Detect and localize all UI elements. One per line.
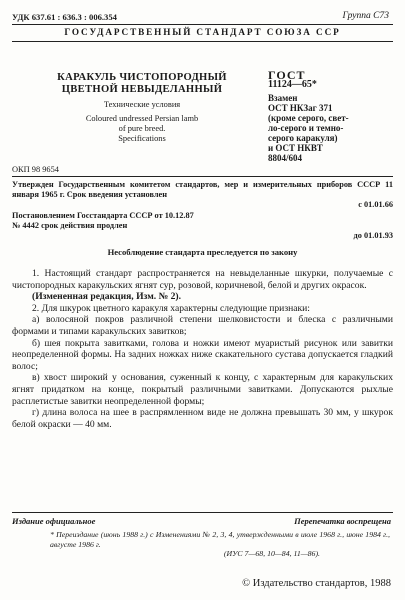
title-block xyxy=(42,72,242,144)
top-divider xyxy=(12,24,393,25)
replace-line: (кроме серого, свет- xyxy=(268,113,349,123)
ius-reference: (ИУС 7—68, 10—84, 11—86). xyxy=(223,549,320,558)
copyright: © Издательство стандартов, 1988 xyxy=(242,578,391,589)
approval-date: с 01.01.66 xyxy=(358,200,393,209)
reissue-text: * Переиздание (июнь 1988 г.) с Изменениями № 2, 3, 4, утвержденными в июле 1968 г., июне 1984 г., августе 1986 г. xyxy=(50,530,390,549)
legal-notice: Несоблюдение стандарта преследуется по закону xyxy=(107,247,298,257)
group-code: Группа С73 xyxy=(342,11,389,21)
replace-line: 8804/604 xyxy=(268,153,303,163)
gost-label: ГОСТ xyxy=(268,68,306,82)
paragraph: г) длина волоса на шее в распрямленном виде не должна превышать 30 мм, у шкурок белой окраски — 40 мм. xyxy=(12,407,393,430)
paragraph: в) хвост широкий у основания, суженный к концу, с характерным для каракульских ягнят придатком на конце, покрытый различными завитками. Допускаются рыхлые расплетистые завитки неопределенной формы; xyxy=(12,372,393,407)
title-en-line1: Coloured undressed Persian lamb xyxy=(85,114,199,123)
approval-text: Утвержден Государственным комитетом стандартов, мер и измерительных приборов СССР 11 января 1965 г. Срок введения установлен xyxy=(12,180,393,199)
udk-code: УДК 637.61 : 636.3 : 006.354 xyxy=(12,12,117,22)
reprint-prohibited: Перепечатка воспрещена xyxy=(294,516,391,526)
replace-line: серого каракуля) xyxy=(268,133,338,143)
title-en-line3: Specifications xyxy=(118,134,166,143)
gost-number: 11124—65* xyxy=(268,79,317,90)
official-edition: Издание официальное xyxy=(12,516,96,526)
gov-standard-title: ГОСУДАРСТВЕННЫЙ СТАНДАРТ СОЮЗА ССР xyxy=(64,27,341,37)
replace-line: ОСТ НКЗаг 371 xyxy=(268,103,333,113)
footer-divider xyxy=(12,512,393,513)
reissue-note xyxy=(50,530,390,559)
title-ru-line1: КАРАКУЛЬ ЧИСТОПОРОДНЫЙ xyxy=(57,72,227,83)
approval-block xyxy=(12,180,393,210)
body-text xyxy=(12,268,393,430)
gost-box xyxy=(268,70,393,163)
paragraph-amendment: (Измененная редакция, Изм. № 2). xyxy=(32,291,182,303)
paragraph: 1. Настоящий стандарт распространяется на невыделанные шкурки, получаемые с чистопородных каракульских ягнят сур, розовой, коричневой, белой и других окрасок. xyxy=(12,268,393,291)
okp-divider xyxy=(12,176,393,177)
top-divider-lower xyxy=(12,41,393,42)
paragraph: а) волосяной покров различной степени шелковистости и блеска с различными формами и типами каракульских завитков; xyxy=(12,314,393,337)
extension-line2: № 4442 срок действия продлен xyxy=(12,221,128,230)
conditions-subtitle: Технические условия xyxy=(103,100,181,109)
extension-block xyxy=(12,211,393,241)
extension-date: до 01.01.93 xyxy=(353,231,393,240)
extension-line1: Постановлением Госстандарта СССР от 10.12.87 xyxy=(12,211,194,220)
replace-line: ло-серого и темно- xyxy=(268,123,344,133)
replace-line: и ОСТ НКВТ xyxy=(268,143,323,153)
paragraph: б) шея покрыта завитками, голова и ножки имеют муаристый рисунок или завитки неопределенной формы. На задних ножках ниже скакательного сустава допускается гладкий волос; xyxy=(12,337,393,372)
title-ru-line2: ЦВЕТНОЙ НЕВЫДЕЛАННЫЙ xyxy=(61,84,223,95)
title-en-line2: of pure breed. xyxy=(118,124,166,133)
replace-label: Взамен xyxy=(268,93,298,103)
okp-code: ОКП 98 9654 xyxy=(12,165,59,174)
paragraph: 2. Для шкурок цветного каракуля характерны следующие признаки: xyxy=(32,302,310,314)
